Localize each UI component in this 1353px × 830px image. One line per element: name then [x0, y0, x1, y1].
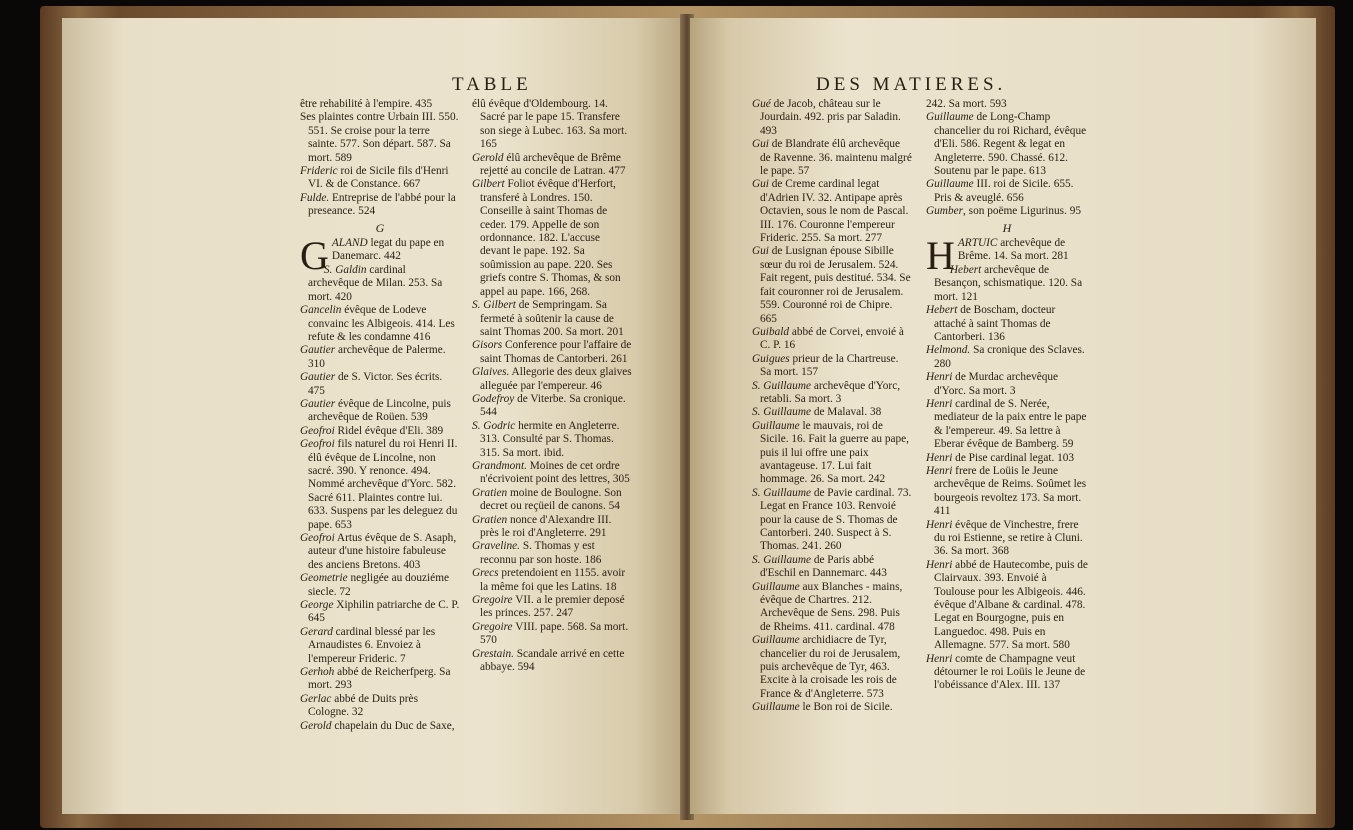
index-entry [752, 380, 912, 407]
index-entry [472, 98, 632, 152]
index-entry [300, 532, 460, 572]
entry-name: S. Guillaume [752, 379, 811, 392]
entry-name: S. Godric [472, 419, 516, 432]
entry-name: Gerhoh [300, 666, 335, 679]
right-column-2 [926, 98, 1088, 693]
entry-text: archevêque de Besançon, schismatique. 120. Sa mort. 121 [934, 263, 1083, 303]
index-entry [300, 599, 460, 626]
entry-text: roi de Sicile fils d'Henri VI. & de Constance. 667 [308, 165, 449, 191]
index-entry [752, 406, 912, 419]
entry-name: Gerlac [300, 692, 332, 705]
index-entry [926, 111, 1088, 178]
entry-name: S. Guillaume [752, 486, 811, 499]
entry-name: Guillaume [752, 701, 800, 714]
index-entry [752, 420, 912, 487]
index-entry [300, 720, 460, 733]
entry-name: Guillaume [752, 634, 800, 647]
entry-text: Ses plaintes contre Urbain III. 550. 551. Se croise pour la terre sainte. 577. Son départ. 587. Sa mort. 589 [300, 111, 459, 164]
entry-name: Gilbert [472, 178, 505, 191]
entry-name: Gerold [472, 151, 504, 164]
index-entry [752, 634, 912, 701]
index-entry [472, 299, 632, 339]
entry-name: Gerard [300, 625, 333, 638]
index-entry [472, 648, 632, 675]
index-entry [472, 420, 632, 460]
entry-name: Grestain. [472, 647, 514, 660]
entry-text: Moines de cet ordre n'écrivoient point des lettres, 305 [480, 459, 630, 486]
entry-text: évêque de Lincolne, puis archevêque de Roüen. 539 [308, 397, 451, 424]
entry-name: ARTUIC [957, 237, 998, 250]
right-running-head: DES MATIERES. [816, 74, 1007, 95]
entry-text: abbé de Reicherfperg. Sa mort. 293 [308, 666, 451, 692]
index-entry [752, 98, 912, 138]
index-entry [926, 371, 1088, 398]
entry-text: abbé de Duits près Cologne. 32 [308, 692, 418, 719]
entry-text: aux Blanches - mains, évêque de Chartres. 212. Archevêque de Sens. 298. Puis de Rheims. 411. cardinal. 478 [760, 580, 903, 633]
entry-name: Gregoire [472, 594, 513, 607]
index-entry [926, 264, 1088, 304]
index-entry [926, 98, 1088, 111]
entry-text: , son poëme Ligurinus. 95 [963, 205, 1082, 218]
index-entry [926, 519, 1088, 559]
entry-text: VII. a le premier deposé les princes. 257. 247 [480, 594, 625, 620]
entry-text: comte de Champagne veut détourner le roi Loüis le Jeune de l'obéissance d'Alex. III. 137 [934, 652, 1086, 692]
entry-text: élû évêque d'Oldembourg. 14. Sacré par le pape 15. Transfere son siege à Lubec. 163. Sa mort. 165 [472, 98, 628, 151]
entry-name: Geometrie [300, 572, 348, 585]
index-entry [472, 178, 632, 299]
entry-name: Hebert [926, 304, 958, 317]
index-entry [300, 666, 460, 693]
entry-text: abbé de Corvei, envoié à C. P. 16 [760, 325, 904, 352]
entry-name: Gratien [472, 486, 508, 499]
index-entry [926, 452, 1088, 465]
index-entry [300, 192, 460, 219]
entry-name: Henri [926, 464, 953, 477]
entry-name: Gui [752, 178, 769, 191]
entry-name: S. Galdin [323, 263, 367, 276]
entry-name: Gregoire [472, 620, 513, 633]
entry-name: Guibald [752, 325, 790, 338]
entry-name: ALAND [331, 237, 368, 250]
entry-text: de Blandrate élû archevêque de Ravenne. 36. maintenu malgré le pape. 57 [760, 138, 912, 178]
entry-name: Henri [926, 518, 953, 531]
index-entry [300, 111, 460, 165]
index-entry [300, 693, 460, 720]
entry-text: élû archevêque de Brême rejetté au concile de Latran. 477 [480, 151, 626, 178]
entry-name: Geofroi [300, 532, 335, 544]
entry-text: pretendoient en 1155. avoir la même foi que les Latins. 18 [480, 567, 626, 593]
entry-text: hermite en Angleterre. 313. Consulté par S. Thomas. 315. Sa mort. ibid. [480, 419, 620, 459]
entry-text: S. Thomas y est reconnu par son hoste. 186 [480, 540, 602, 566]
entry-text: de Lusignan épouse Sibille sœur du roi de Jerusalem. 524. Fait regent, puis destitué. 534. Se fait couronner roi de Jerusalem. 559. Couronné roi de Chipre. 665 [760, 245, 911, 325]
entry-text: Xiphilin patriarche de C. P. 645 [308, 599, 460, 625]
entry-text: legat du pape en Danemarc. 442 [331, 237, 445, 263]
entry-text: cardinal archevêque de Milan. 253. Sa mort. 420 [308, 263, 443, 303]
index-entry [300, 98, 460, 111]
entry-name: Henri [926, 558, 953, 571]
entry-name: George [300, 599, 334, 612]
entry-text: Foliot évêque d'Herfort, transferé à Londres. 150. Conseille à saint Thomas de ceder. 179. Appelle de son ordonnance. 182. L'accuse devant le pape. 192. Sa soûmission au pape. 220. Ses griefs contre S. Thomas, & son appel au pape. 166, 268. [480, 178, 621, 298]
entry-text: être rehabilité à l'empire. 435 [300, 98, 433, 110]
entry-name: Gancelin [300, 304, 342, 317]
entry-text: de Sempringam. Sa fermeté à soûtenir la cause de saint Thomas 200. Sa mort. 201 [480, 299, 624, 338]
entry-text: archidiacre de Tyr, chancelier du roi de Jerusalem, puis archevêque de Tyr, 463. Excite à la croisade les rois de France & d'Angleterre. 573 [760, 634, 901, 700]
entry-text: archevêque de Brême. 14. Sa mort. 281 [957, 237, 1069, 263]
entry-text: III. roi de Sicile. 655. Pris & aveuglé. 656 [934, 178, 1074, 204]
index-entry [300, 264, 460, 304]
entry-name: Gautier [300, 397, 336, 410]
entry-name: Gui [752, 245, 769, 258]
entry-name: Glaives. [472, 366, 510, 379]
entry-text: Entreprise de l'abbé pour la preseance. 524 [308, 191, 456, 218]
entry-name: Helmond. [926, 344, 971, 357]
index-entry [472, 487, 632, 514]
entry-name: Gisors [472, 339, 503, 352]
entry-name: Gratien [472, 513, 508, 526]
left-running-head: TABLE [452, 74, 532, 95]
index-entry [926, 178, 1088, 205]
index-entry [926, 398, 1088, 452]
left-column-2 [472, 98, 632, 674]
entry-text: évêque de Lodeve convainc les Albigeois. 414. Les refute & les condamne 416 [308, 304, 455, 343]
entry-name: Henri [926, 451, 953, 464]
index-entry [752, 353, 912, 380]
index-entry [752, 581, 912, 635]
entry-text: de Malaval. 38 [811, 406, 882, 419]
index-entry [300, 572, 460, 599]
index-entry [926, 653, 1088, 693]
entry-text: le mauvais, roi de Sicile. 16. Fait la guerre au pape, puis il lui offre une paix avantageuse. 17. Lui fait hommage. 26. Sa mort. 242 [760, 419, 910, 486]
entry-text: frere de Loüis le Jeune archevêque de Reims. Soûmet les bourgeois revoltez 173. Sa mort. 411 [934, 464, 1087, 518]
entry-name: Guillaume [926, 111, 974, 124]
entry-name: Frideric [300, 165, 338, 178]
index-entry [472, 366, 632, 393]
entry-name: Geofroi [300, 438, 335, 451]
entry-text: archevêque de Palerme. 310 [308, 344, 446, 370]
index-entry [472, 621, 632, 648]
entry-text: fils naturel du roi Henri II. élû évêque de Lincolne, non sacré. 390. Y renonce. 494. Nommé archevêque d'Yorc. 582. Sacré 611. Plaintes contre lui. 633. Suspens par les deleguez du pape. 653 [308, 438, 458, 531]
index-entry [752, 245, 912, 325]
entry-text: de Viterbe. Sa cronique. 544 [480, 392, 626, 419]
entry-text: moine de Boulogne. Son decret ou reçüeil de canons. 54 [480, 486, 622, 513]
entry-name: Guillaume [926, 178, 974, 191]
entry-text: de Long-Champ chancelier du roi Richard, évêque d'Eli. 586. Regent & legat en Angleterre. 590. Chassé. 612. Soutenu par le pape. 613 [934, 111, 1087, 178]
index-entry [926, 465, 1088, 519]
entry-text: Conference pour l'affaire de saint Thomas de Cantorberi. 261 [480, 339, 632, 365]
drop-cap: G [300, 233, 329, 279]
entry-name: Gautier [300, 344, 336, 357]
entry-text: negligée au douziéme siecle. 72 [308, 572, 450, 598]
entry-name: Gué [752, 98, 771, 110]
entry-text: Allegorie des deux glaives alleguée par l'empereur. 46 [480, 366, 632, 392]
section-letter: H [1002, 220, 1012, 235]
entry-text: Ridel évêque d'Eli. 389 [334, 424, 444, 437]
index-entry [472, 460, 632, 487]
index-entry [300, 371, 460, 398]
entry-name: Gautier [300, 371, 336, 384]
entry-text: chapelain du Duc de Saxe, [331, 719, 455, 732]
entry-name: Guigues [752, 352, 790, 365]
index-entry [472, 339, 632, 366]
index-entry [752, 701, 912, 714]
entry-name: Hebert [949, 263, 982, 276]
entry-text: 242. Sa mort. 593 [926, 98, 1007, 110]
index-entry [752, 178, 912, 245]
entry-text: Artus évêque de S. Asaph, auteur d'une histoire fabuleuse des anciens Bretons. 403 [308, 532, 457, 571]
index-entry [300, 344, 460, 371]
index-entry [472, 514, 632, 541]
index-entry [926, 304, 1088, 344]
entry-text: cardinal de S. Nerée, mediateur de la paix entre le pape & l'empereur. 49. Sa lettre à Eberar évêque de Bamberg. 59 [934, 397, 1087, 451]
entry-name: Grecs [472, 567, 499, 580]
index-entry [472, 594, 632, 621]
index-entry [752, 487, 912, 554]
entry-name: Graveline. [472, 540, 520, 553]
entry-name: Geofroi [300, 424, 335, 437]
entry-text: VIII. pape. 568. Sa mort. 570 [480, 620, 629, 647]
index-entry [300, 626, 460, 666]
entry-name: Henri [926, 652, 953, 665]
index-entry [752, 138, 912, 178]
entry-name: Gui [752, 138, 769, 151]
entry-name: Gumber [926, 205, 964, 218]
entry-text: abbé de Hautecombe, puis de Clairvaux. 393. Envoié à Toulouse pour les Albigeois. 446. évêque d'Albane & cardinal. 478. Legat en Bourgogne, puis en Languedoc. 498. Puis en Allemagne. 577. Sa mort. 580 [934, 558, 1088, 652]
entry-text: Scandale arrivé en cette abbaye. 594 [480, 647, 625, 674]
left-page [62, 18, 684, 814]
entry-text: de Boscham, docteur attaché à saint Thomas de Cantorberi. 136 [934, 304, 1056, 343]
entry-text: de Murdac archevêque d'Yorc. Sa mort. 3 [934, 371, 1059, 397]
index-entry [752, 326, 912, 353]
index-entry [472, 567, 632, 594]
entry-text: Sa cronique des Sclaves. 280 [934, 344, 1085, 370]
entry-name: Henri [926, 397, 953, 410]
entry-name: Godefroy [472, 392, 515, 405]
entry-text: de Pavie cardinal. 73. Legat en France 103. Renvoié pour la cause de S. Thomas de Cantorberi. 240. Suspect à S. Thomas. 241. 260 [760, 486, 912, 553]
index-entry [472, 152, 632, 179]
entry-text: archevêque d'Yorc, retabli. Sa mort. 3 [760, 379, 901, 405]
index-entry [300, 165, 460, 192]
entry-name: Fulde. [300, 191, 330, 204]
right-page [690, 18, 1316, 814]
index-entry [926, 559, 1088, 653]
entry-name: S. Gilbert [472, 299, 516, 312]
index-entry [300, 438, 460, 532]
index-entry [926, 344, 1088, 371]
entry-text: le Bon roi de Sicile. [799, 701, 893, 714]
entry-name: S. Guillaume [752, 406, 811, 419]
right-column-1 [752, 98, 912, 715]
entry-name: S. Guillaume [752, 553, 811, 566]
entry-name: Grandmont. [472, 459, 527, 472]
entry-name: Guillaume [752, 580, 800, 593]
entry-text: cardinal blessé par les Arnaudistes 6. Envoiez à l'empereur Frideric. 7 [308, 625, 436, 665]
entry-name: Henri [926, 371, 953, 384]
section-letter: G [375, 220, 385, 235]
drop-cap: H [926, 233, 955, 279]
index-entry [472, 540, 632, 567]
index-entry [300, 398, 460, 425]
index-entry [300, 425, 460, 438]
entry-text: de Paris abbé d'Eschil en Dannemarc. 443 [760, 553, 887, 580]
entry-text: nonce d'Alexandre III. près le roi d'Angleterre. 291 [480, 513, 612, 539]
index-entry [926, 205, 1088, 218]
entry-name: Guillaume [752, 419, 800, 432]
entry-name: Gerold [300, 719, 332, 732]
entry-text: de S. Victor. Ses écrits. 475 [308, 371, 443, 397]
index-entry [752, 554, 912, 581]
entry-text: de Creme cardinal legat d'Adrien IV. 32. Antipape après Octavien, sous le nom de Pascal. III. 176. Couronne l'empereur Frideric. 255. Sa mort. 277 [760, 178, 909, 245]
index-entry [472, 393, 632, 420]
entry-text: évêque de Vinchestre, frere du roi Estienne, se retire à Cluni. 36. Sa mort. 368 [934, 518, 1083, 558]
entry-text: de Jacob, château sur le Jourdain. 492. pris par Saladin. 493 [760, 98, 901, 137]
index-entry [300, 304, 460, 344]
entry-text: prieur de la Chartreuse. Sa mort. 157 [760, 352, 899, 379]
left-column-1 [300, 98, 460, 733]
entry-text: de Pise cardinal legat. 103 [952, 451, 1075, 464]
